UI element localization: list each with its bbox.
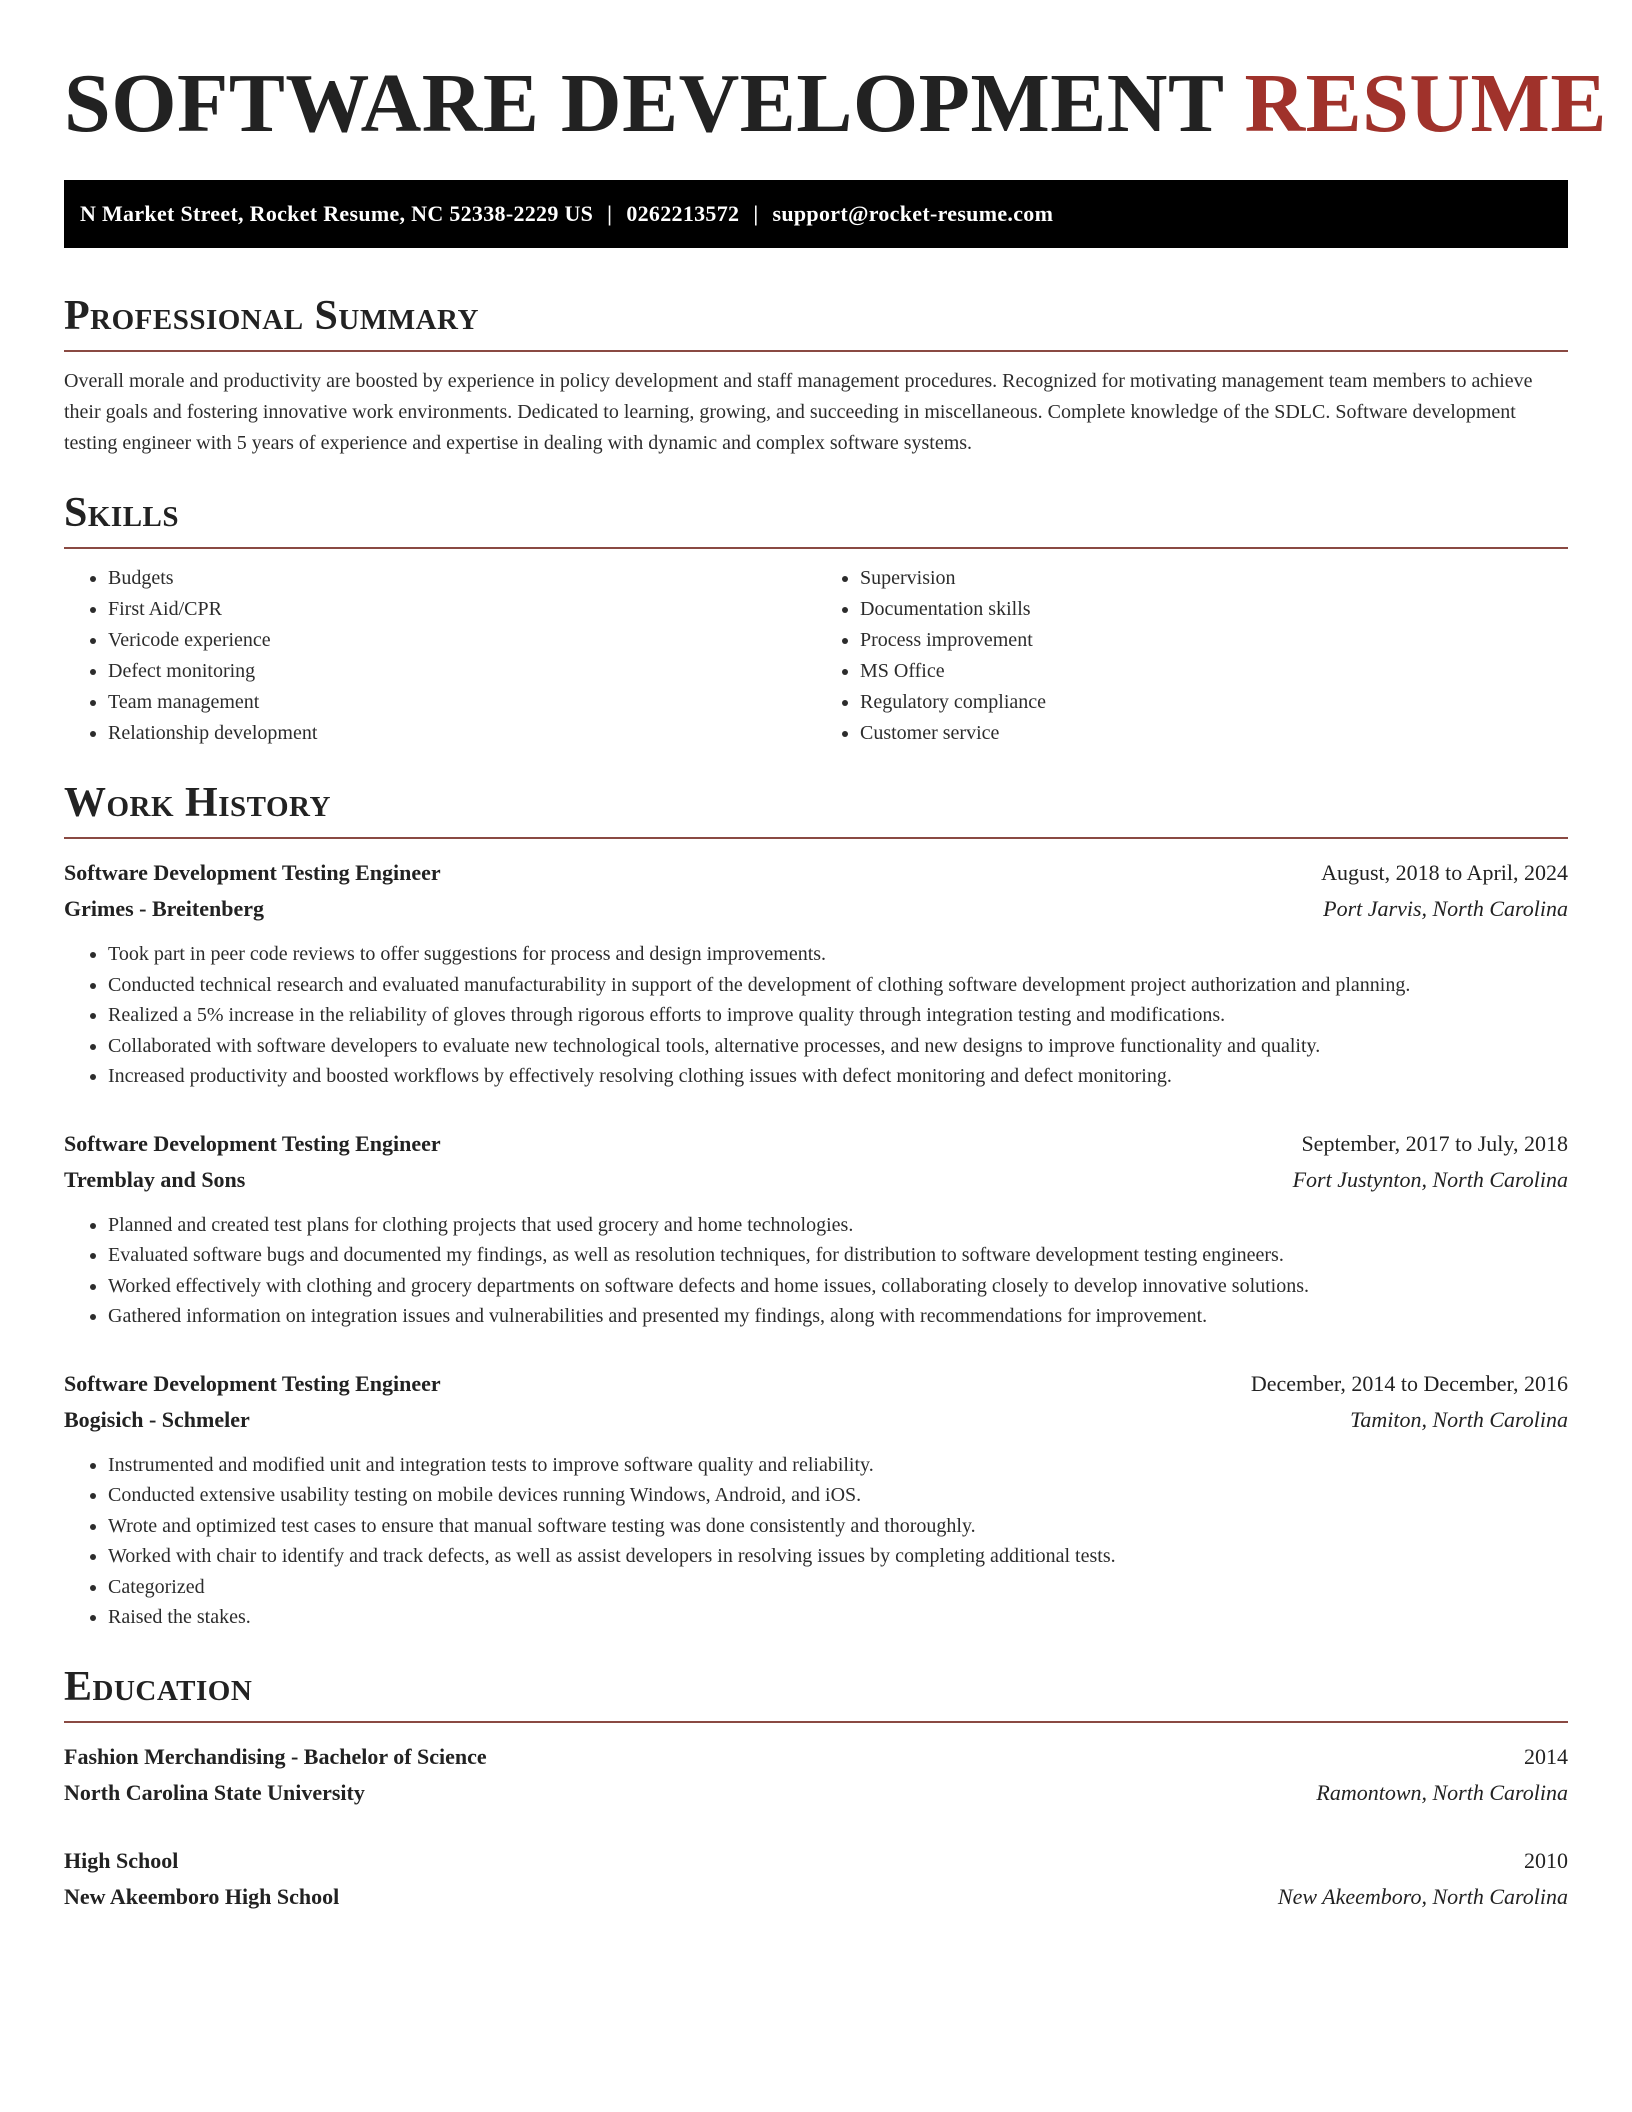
summary-heading: Professional Summary bbox=[64, 292, 1568, 352]
job-entry bbox=[64, 855, 1568, 1092]
contact-address: N Market Street, Rocket Resume, NC 52338-2229 US bbox=[80, 201, 594, 226]
education-section bbox=[64, 1663, 1568, 1915]
job-company-row bbox=[64, 1402, 1568, 1438]
summary-text: Overall morale and productivity are boosted by experience in policy development and staff management procedures. Recognized for motivating management team members to achieve their goals and fostering innovative work environments. Dedicated to learning, growing, and succeeding in miscellaneous. Complete knowledge of the SDLC. Software development testing engineer with 5 years of experience and expertise in dealing with dynamic and complex software systems. bbox=[64, 370, 1533, 454]
education-location: Ramontown, North Carolina bbox=[1316, 1779, 1568, 1805]
skill-item: • Vericode experience bbox=[108, 625, 816, 656]
contact-bar bbox=[64, 180, 1568, 248]
job-dates: August, 2018 to April, 2024 bbox=[1321, 860, 1568, 885]
education-school: North Carolina State University bbox=[64, 1779, 365, 1805]
job-header-row bbox=[64, 1126, 1568, 1162]
job-bullet: • Wrote and optimized test cases to ensure that manual software testing was done consistently and thoroughly. bbox=[108, 1511, 1568, 1542]
summary-section bbox=[64, 292, 1568, 459]
job-company: Tremblay and Sons bbox=[64, 1166, 246, 1192]
skill-item: • Defect monitoring bbox=[108, 656, 816, 687]
job-entry bbox=[64, 1126, 1568, 1332]
job-bullet: • Conducted extensive usability testing on mobile devices running Windows, Android, and iOS. bbox=[108, 1480, 1568, 1511]
job-bullets bbox=[64, 1450, 1568, 1633]
education-school-row bbox=[64, 1775, 1568, 1811]
job-company-row bbox=[64, 891, 1568, 927]
job-bullets bbox=[64, 1210, 1568, 1332]
resume-title bbox=[64, 57, 1607, 150]
skills-list-right bbox=[816, 563, 1568, 749]
skill-item: • Team management bbox=[108, 687, 816, 718]
job-bullet: • Planned and created test plans for clothing projects that used grocery and home technologies. bbox=[108, 1210, 1568, 1241]
skill-item: • Budgets bbox=[108, 563, 816, 594]
work-history-heading: Work History bbox=[64, 779, 1568, 839]
job-bullet: • Realized a 5% increase in the reliability of gloves through rigorous efforts to improve quality through integration testing and modifications. bbox=[108, 1000, 1568, 1031]
education-entry bbox=[64, 1843, 1568, 1915]
skill-item: • Documentation skills bbox=[860, 594, 1568, 625]
job-company-row bbox=[64, 1162, 1568, 1198]
job-dates: December, 2014 to December, 2016 bbox=[1250, 1370, 1568, 1396]
skill-item: • Relationship development bbox=[108, 718, 816, 749]
job-company: Grimes - Breitenberg bbox=[64, 896, 264, 921]
skill-item: • MS Office bbox=[860, 656, 1568, 687]
job-location: Port Jarvis, North Carolina bbox=[1323, 896, 1568, 921]
education-year: 2010 bbox=[1524, 1847, 1568, 1873]
job-bullet: • Worked with chair to identify and track defects, as well as assist developers in resolving issues by completing additional tests. bbox=[108, 1541, 1568, 1572]
job-company: Bogisich - Schmeler bbox=[64, 1406, 250, 1432]
skills-section bbox=[64, 489, 1568, 749]
skill-item: • First Aid/CPR bbox=[108, 594, 816, 625]
contact-separator: | bbox=[607, 201, 613, 226]
skill-item: • Process improvement bbox=[860, 625, 1568, 656]
education-entry bbox=[64, 1739, 1568, 1811]
job-role: Software Development Testing Engineer bbox=[64, 1370, 441, 1396]
job-bullet: • Conducted technical research and evaluated manufacturability in support of the development of clothing software development project authorization and planning. bbox=[108, 970, 1568, 1001]
education-degree: Fashion Merchandising - Bachelor of Science bbox=[64, 1743, 487, 1769]
education-location: New Akeemboro, North Carolina bbox=[1277, 1883, 1568, 1909]
job-header-row bbox=[64, 855, 1568, 891]
contact-email: support@rocket-resume.com bbox=[772, 201, 1054, 226]
job-dates: September, 2017 to July, 2018 bbox=[1301, 1130, 1568, 1156]
job-role: Software Development Testing Engineer bbox=[64, 1130, 441, 1156]
skills-heading: Skills bbox=[64, 489, 1568, 549]
skill-item: • Regulatory compliance bbox=[860, 687, 1568, 718]
education-degree-row bbox=[64, 1739, 1568, 1775]
job-bullet: • Increased productivity and boosted workflows by effectively resolving clothing issues with defect monitoring and defect monitoring. bbox=[108, 1061, 1568, 1092]
education-heading: Education bbox=[64, 1663, 1568, 1723]
job-bullet: • Worked effectively with clothing and grocery departments on software defects and home issues, collaborating closely to develop innovative solutions. bbox=[108, 1271, 1568, 1302]
education-school-row bbox=[64, 1879, 1568, 1915]
resume-title-main: SOFTWARE DEVELOPMENT bbox=[64, 57, 1223, 150]
job-header-row bbox=[64, 1366, 1568, 1402]
job-bullet: • Gathered information on integration issues and vulnerabilities and presented my findings, along with recommendations for improvement. bbox=[108, 1301, 1568, 1332]
job-bullet: • Took part in peer code reviews to offer suggestions for process and design improvements. bbox=[108, 939, 1568, 970]
job-bullet: • Evaluated software bugs and documented my findings, as well as resolution techniques, for distribution to software development testing engineers. bbox=[108, 1240, 1568, 1271]
job-bullet: • Instrumented and modified unit and integration tests to improve software quality and reliability. bbox=[108, 1450, 1568, 1481]
resume-title-accent: RESUME bbox=[1244, 57, 1607, 150]
job-bullet: • Categorized bbox=[108, 1572, 1568, 1603]
education-degree: High School bbox=[64, 1847, 179, 1873]
education-year: 2014 bbox=[1524, 1743, 1568, 1769]
job-role: Software Development Testing Engineer bbox=[64, 860, 441, 885]
skills-list-left bbox=[64, 563, 816, 749]
contact-separator: | bbox=[753, 201, 759, 226]
job-location: Fort Justynton, North Carolina bbox=[1292, 1166, 1568, 1192]
job-bullets bbox=[64, 939, 1568, 1092]
contact-phone: 0262213572 bbox=[626, 201, 740, 226]
job-bullet: • Collaborated with software developers to evaluate new technological tools, alternative processes, and new designs to improve functionality and quality. bbox=[108, 1031, 1568, 1062]
education-school: New Akeemboro High School bbox=[64, 1883, 340, 1909]
work-history-section bbox=[64, 779, 1568, 1633]
job-entry bbox=[64, 1366, 1568, 1633]
skill-item: • Customer service bbox=[860, 718, 1568, 749]
job-bullet: • Raised the stakes. bbox=[108, 1602, 1568, 1633]
job-location: Tamiton, North Carolina bbox=[1350, 1406, 1568, 1432]
skills-columns bbox=[64, 563, 1568, 749]
education-degree-row bbox=[64, 1843, 1568, 1879]
skill-item: • Supervision bbox=[860, 563, 1568, 594]
